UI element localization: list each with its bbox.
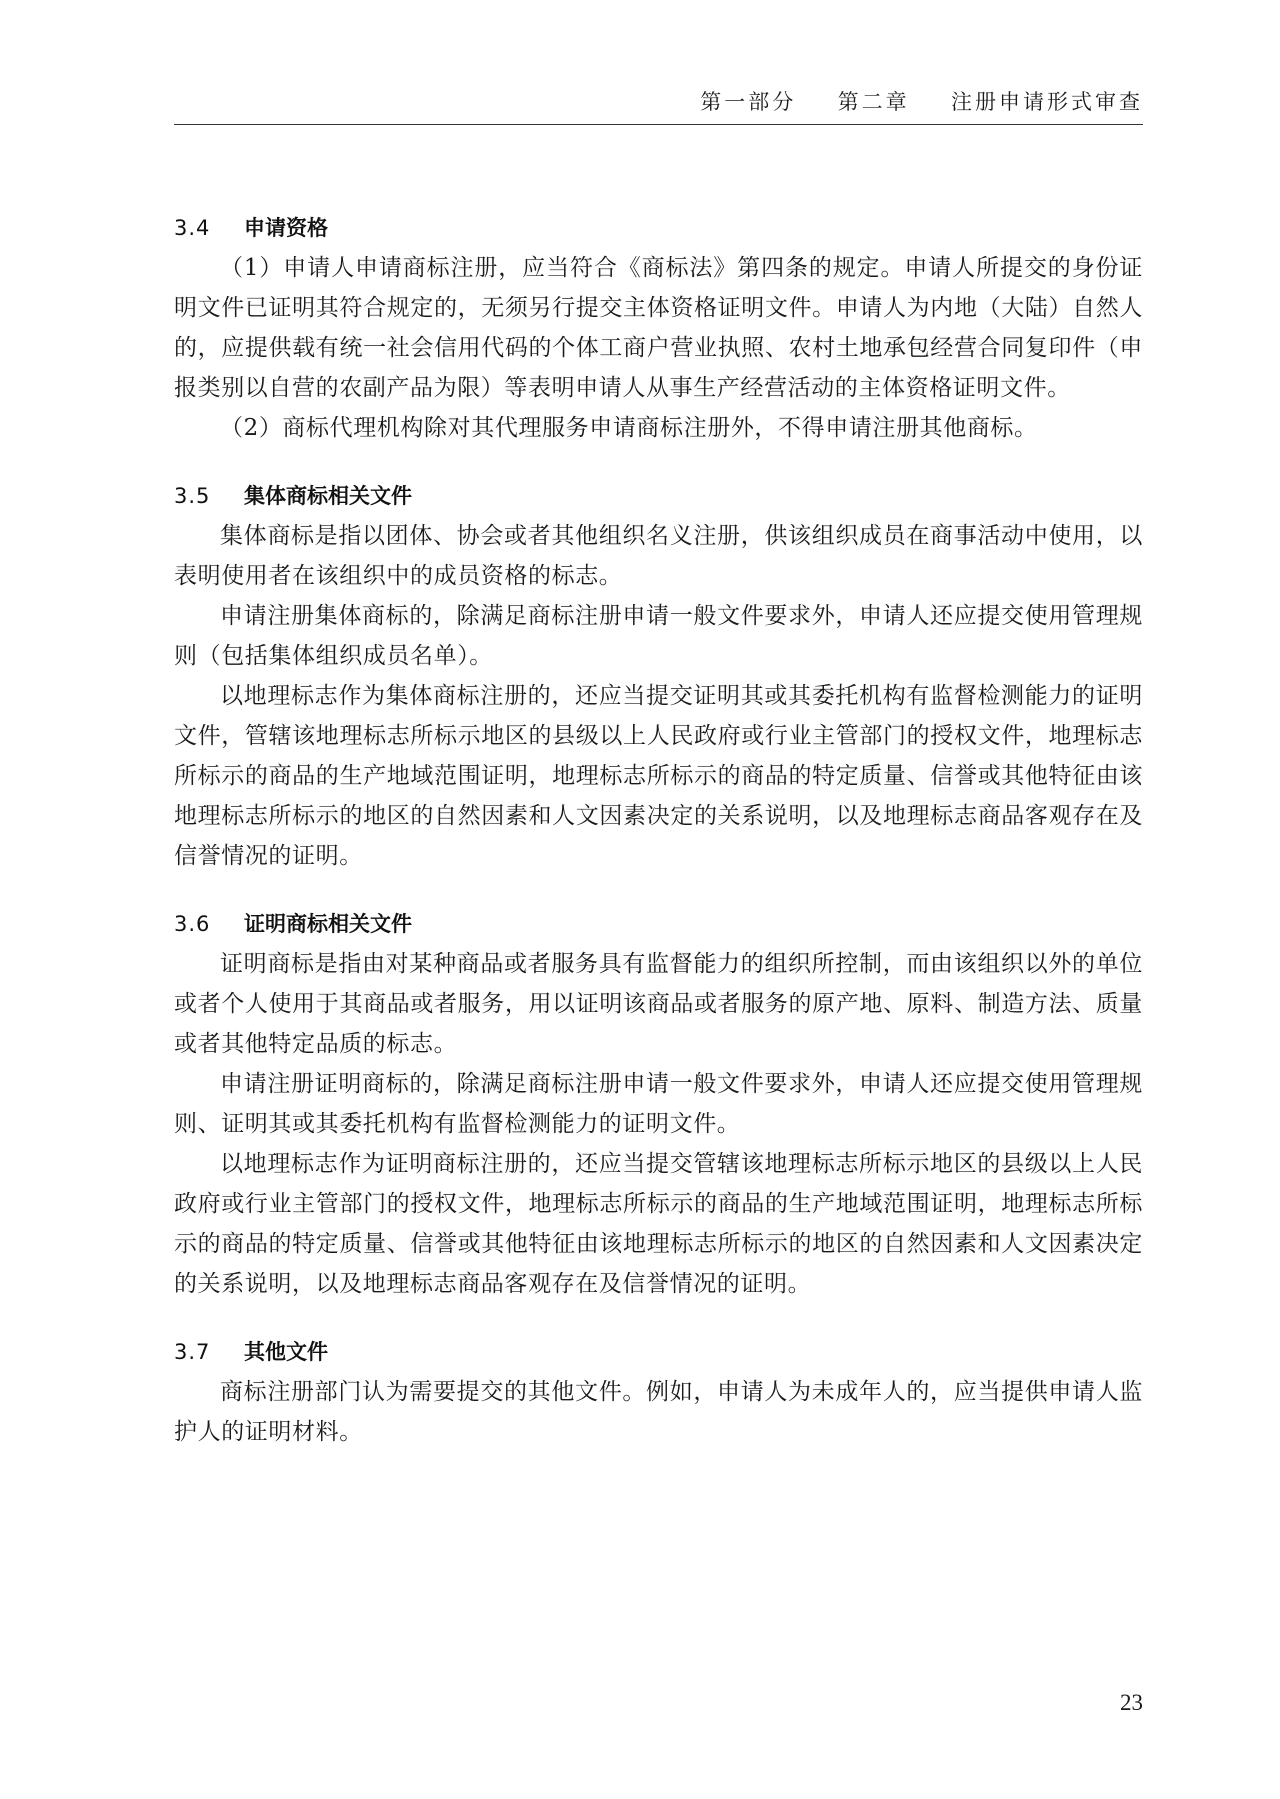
page-number: 23: [1120, 1690, 1143, 1715]
section-title: 申请资格: [244, 216, 328, 240]
paragraph: 集体商标是指以团体、协会或者其他组织名义注册，供该组织成员在商事活动中使用，以表明使用者在该组织中的成员资格的标志。: [174, 523, 1143, 589]
section-3-5: [174, 476, 1143, 876]
running-header: [174, 86, 1143, 125]
section-3-4: [174, 208, 1143, 448]
section-title: 其他文件: [244, 1340, 328, 1364]
section-heading: [174, 904, 1143, 944]
section-number: 3.6: [174, 912, 211, 936]
section-heading: [174, 1332, 1143, 1372]
paragraph: 申请注册集体商标的，除满足商标注册申请一般文件要求外，申请人还应提交使用管理规则（包括集体组织成员名单）。: [174, 603, 1143, 669]
section-heading: [174, 208, 1143, 248]
section-title: 集体商标相关文件: [244, 484, 412, 508]
section-3-7: [174, 1332, 1143, 1452]
paragraph: 以地理标志作为证明商标注册的，还应当提交管辖该地理标志所标示地区的县级以上人民政府或行业主管部门的授权文件，地理标志所标示的商品的生产地域范围证明，地理标志所标示的商品的特定质量、信誉或其他特征由该地理标志所标示的地区的自然因素和人文因素决定的关系说明，以及地理标志商品客观存在及信誉情况的证明。: [174, 1151, 1143, 1297]
paragraph: 以地理标志作为集体商标注册的，还应当提交证明其或其委托机构有监督检测能力的证明文件，管辖该地理标志所标示地区的县级以上人民政府或行业主管部门的授权文件，地理标志所标示的商品的生产地域范围证明，地理标志所标示的商品的特定质量、信誉或其他特征由该地理标志所标示的地区的自然因素和人文因素决定的关系说明，以及地理标志商品客观存在及信誉情况的证明。: [174, 683, 1143, 869]
paragraph: （1）申请人申请商标注册，应当符合《商标法》第四条的规定。申请人所提交的身份证明文件已证明其符合规定的，无须另行提交主体资格证明文件。申请人为内地（大陆）自然人的，应提供载有统一社会信用代码的个体工商户营业执照、农村土地承包经营合同复印件（申报类别以自营的农副产品为限）等表明申请人从事生产经营活动的主体资格证明文件。: [174, 255, 1143, 401]
page-body: [174, 208, 1143, 1480]
header-title: 注册申请形式审查: [951, 90, 1143, 114]
section-3-6: [174, 904, 1143, 1304]
section-number: 3.4: [174, 216, 211, 240]
section-number: 3.7: [174, 1340, 211, 1364]
header-part: 第一部分: [700, 90, 797, 114]
paragraph: 申请注册证明商标的，除满足商标注册申请一般文件要求外，申请人还应提交使用管理规则、证明其或其委托机构有监督检测能力的证明文件。: [174, 1071, 1143, 1137]
paragraph: 商标注册部门认为需要提交的其他文件。例如，申请人为未成年人的，应当提供申请人监护人的证明材料。: [174, 1379, 1143, 1445]
section-heading: [174, 476, 1143, 516]
section-number: 3.5: [174, 484, 211, 508]
section-title: 证明商标相关文件: [244, 912, 412, 936]
header-chapter: 第二章: [837, 90, 910, 114]
paragraph: 证明商标是指由对某种商品或者服务具有监督能力的组织所控制，而由该组织以外的单位或者个人使用于其商品或者服务，用以证明该商品或者服务的原产地、原料、制造方法、质量或者其他特定品质的标志。: [174, 951, 1143, 1057]
paragraph: （2）商标代理机构除对其代理服务申请商标注册外，不得申请注册其他商标。: [220, 415, 1038, 441]
